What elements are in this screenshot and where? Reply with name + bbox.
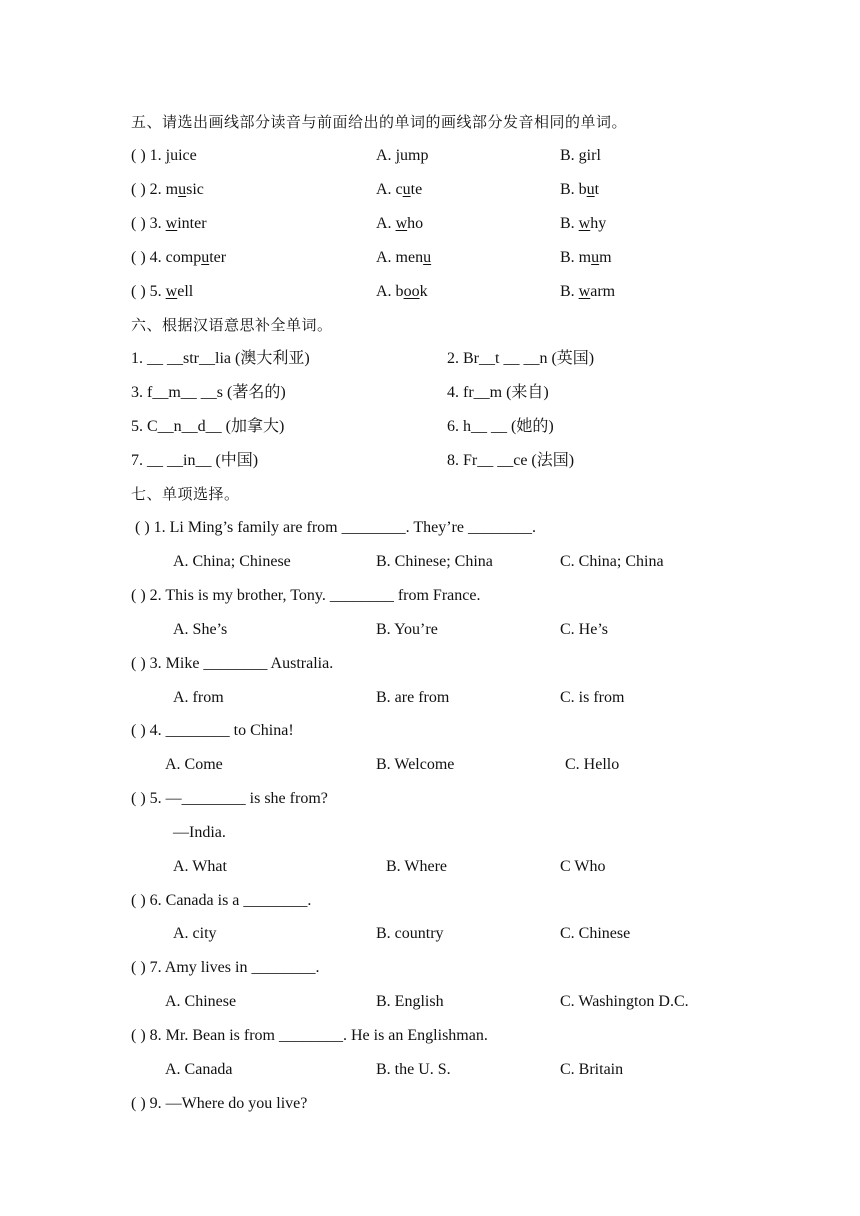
s6-item-6: 6. h__ __ (她的): [447, 418, 554, 435]
s7-q1-option-c: C. China; China: [560, 553, 664, 570]
s6-item-7: 7. __ __in__ (中国): [131, 452, 259, 469]
s5-option-b-2: B. but: [560, 181, 600, 198]
s7-q4-option-b: B. Welcome: [376, 756, 455, 773]
s7-q3-option-b: B. are from: [376, 689, 450, 706]
s5-question-1: ( ) 1. juice: [131, 147, 197, 164]
s6-item-8: 8. Fr__ __ce (法国): [447, 452, 575, 469]
s7-question-1: ( ) 1. Li Ming’s family are from ________. They’re ________.: [135, 519, 536, 536]
s7-q7-option-a: A. Chinese: [165, 993, 237, 1010]
s5-option-a-1: A. jump: [376, 147, 429, 164]
s7-question-6: ( ) 6. Canada is a ________.: [131, 892, 312, 909]
s5-option-b-5: B. warm: [560, 283, 616, 300]
s7-q2-option-c: C. He’s: [560, 621, 608, 638]
s7-q6-option-c: C. Chinese: [560, 925, 631, 942]
s7-q5-option-c: C Who: [560, 858, 606, 875]
s7-q1-option-a: A. China; Chinese: [173, 553, 291, 570]
s6-item-4: 4. fr__m (来自): [447, 384, 549, 401]
s7-q2-option-b: B. You’re: [376, 621, 438, 638]
s7-q8-option-b: B. the U. S.: [376, 1061, 451, 1078]
s7-q3-option-c: C. is from: [560, 689, 625, 706]
s5-option-b-1: B. girl: [560, 147, 601, 164]
section-5-title: 五、请选出画线部分读音与前面给出的单词的画线部分发音相同的单词。: [131, 113, 628, 131]
s5-option-a-5: A. book: [376, 283, 428, 300]
s5-option-a-2: A. cute: [376, 181, 423, 198]
s7-question-4: ( ) 4. ________ to China!: [131, 722, 294, 739]
s7-question-2: ( ) 2. This is my brother, Tony. ________ from France.: [131, 587, 481, 604]
s5-question-3: ( ) 3. winter: [131, 215, 207, 232]
s5-question-4: ( ) 4. computer: [131, 249, 227, 266]
s7-question-7: ( ) 7. Amy lives in ________.: [131, 959, 320, 976]
s7-q6-option-b: B. country: [376, 925, 444, 942]
s7-q5-answer-line: —India.: [173, 824, 226, 841]
s5-option-b-3: B. why: [560, 215, 607, 232]
s7-q1-option-b: B. Chinese; China: [376, 553, 493, 570]
section-6-title: 六、根据汉语意思补全单词。: [131, 316, 333, 334]
s6-item-3: 3. f__m__ __s (著名的): [131, 384, 286, 401]
s7-q2-option-a: A. She’s: [173, 621, 228, 638]
s5-question-2: ( ) 2. music: [131, 181, 204, 198]
s7-question-5: ( ) 5. —________ is she from?: [131, 790, 328, 807]
s7-q4-option-a: A. Come: [165, 756, 223, 773]
s7-q5-option-b: B. Where: [386, 858, 448, 875]
s7-q7-option-c: C. Washington D.C.: [560, 993, 689, 1010]
s7-question-8: ( ) 8. Mr. Bean is from ________. He is an Englishman.: [131, 1027, 488, 1044]
s7-q3-option-a: A. from: [173, 689, 224, 706]
s5-option-a-4: A. menu: [376, 249, 432, 266]
s6-item-2: 2. Br__t __ __n (英国): [447, 350, 595, 367]
s5-question-5: ( ) 5. well: [131, 283, 194, 300]
s7-q7-option-b: B. English: [376, 993, 444, 1010]
s5-option-b-4: B. mum: [560, 249, 612, 266]
s6-item-5: 5. C__n__d__ (加拿大): [131, 418, 285, 435]
s7-question-9: ( ) 9. —Where do you live?: [131, 1095, 308, 1112]
s7-q8-option-c: C. Britain: [560, 1061, 624, 1078]
section-7-title: 七、单项选择。: [131, 485, 240, 503]
s5-option-a-3: A. who: [376, 215, 424, 232]
s7-q4-option-c: C. Hello: [565, 756, 620, 773]
s7-q8-option-a: A. Canada: [165, 1061, 233, 1078]
s7-q6-option-a: A. city: [173, 925, 217, 942]
s7-q5-option-a: A. What: [173, 858, 227, 875]
s6-item-1: 1. __ __str__lia (澳大利亚): [131, 350, 310, 367]
s7-question-3: ( ) 3. Mike ________ Australia.: [131, 655, 334, 672]
